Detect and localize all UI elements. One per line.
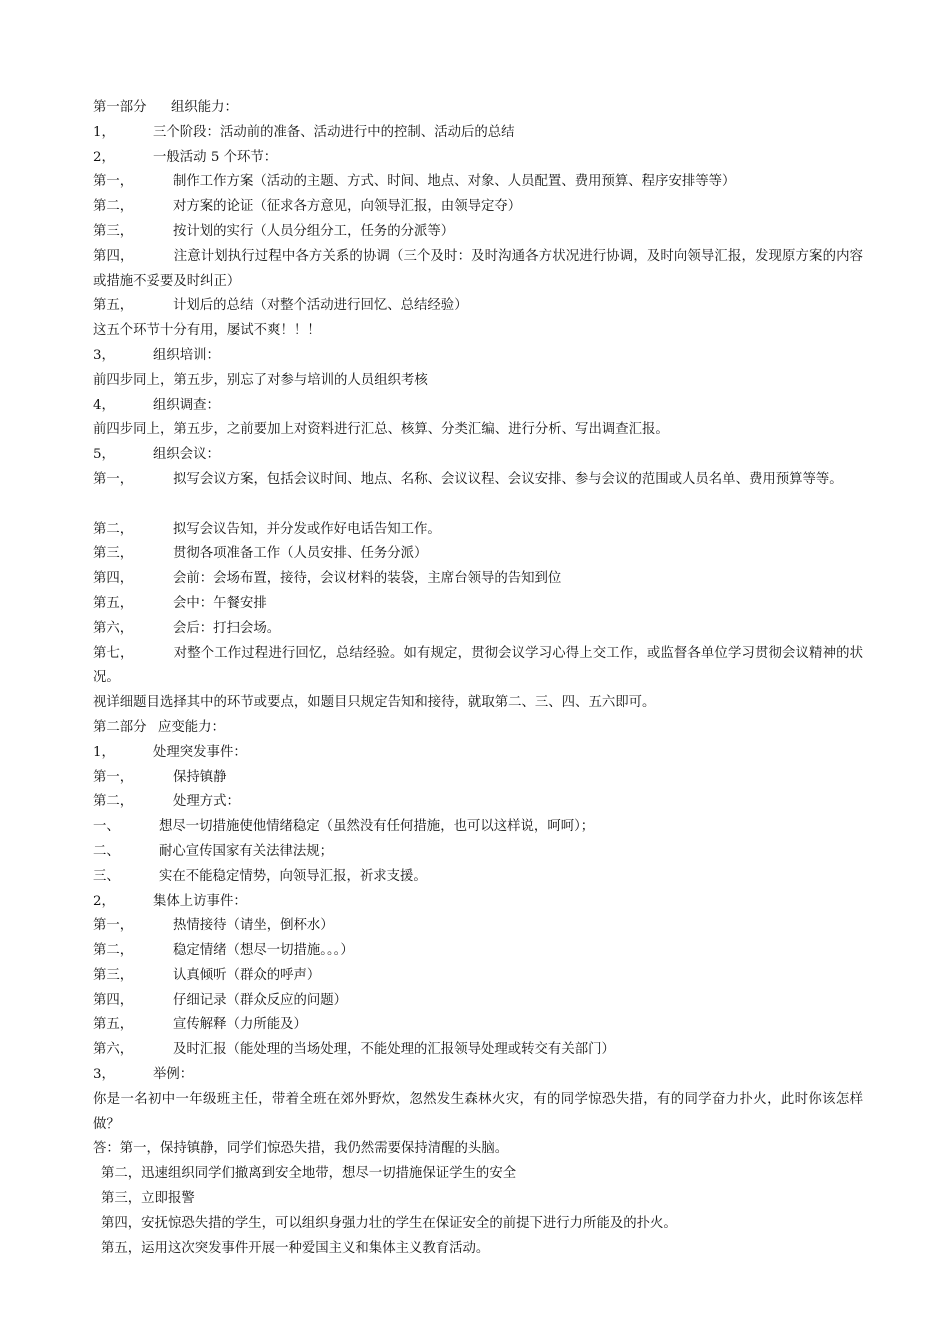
line-label: 第二， [93,521,134,537]
text-line [93,294,863,319]
line-label: 3， [93,347,115,363]
line-text: 拟写会议告知，并分发或作好电话告知工作。 [173,521,441,537]
line-label: 第二， [93,199,134,215]
line-text: 三个阶段：活动前的准备、活动进行中的控制、活动后的总结 [153,124,515,140]
line-text: 应变能力： [158,719,225,735]
line-text: 保持镇静 [173,769,227,785]
text-line [93,1237,863,1262]
text-line [93,741,863,766]
line-text: 会前：会场布置，接待，会议材料的装袋，主席台领导的告知到位 [173,571,562,587]
text-line [93,394,863,419]
text-line [93,989,863,1014]
text-line [93,418,863,443]
text-line [93,716,863,741]
text-line [93,245,863,295]
text-line [93,939,863,964]
line-label: 第二， [93,943,134,959]
line-text: 第二，迅速组织同学们撤离到安全地带，想尽一切措施保证学生的安全 [101,1166,517,1182]
text-line [93,914,863,939]
line-text: 组织会议： [153,447,220,463]
line-text: 耐心宣传国家有关法律法规； [159,843,334,859]
text-line [93,369,863,394]
line-text: 对方案的论证（征求各方意见，向领导汇报，由领导定夺） [173,199,522,215]
line-label: 4， [93,397,115,413]
text-line [93,890,863,915]
line-text: 前四步同上，第五步，别忘了对参与培训的人员组织考核 [93,372,428,388]
line-label: 一、 [93,819,120,835]
line-text: 举例： [153,1067,194,1083]
line-text: 制作工作方案（活动的主题、方式、时间、地点、对象、人员配置、费用预算、程序安排等等） [173,174,736,190]
text-line [93,220,863,245]
line-label: 二、 [93,843,120,859]
line-text: 一般活动 5 个环节： [153,149,278,165]
line-text: 会中：午餐安排 [173,595,267,611]
line-label: 1， [93,744,115,760]
line-label: 三、 [93,868,120,884]
text-line [93,518,863,543]
text-line [93,567,863,592]
text-line [93,146,863,171]
text-line [93,617,863,642]
line-label: 第四， [93,248,134,264]
text-line [93,1013,863,1038]
text-line [93,766,863,791]
line-text: 想尽一切措施使他情绪稳定（虽然没有任何措施，也可以这样说，呵呵）； [159,819,595,835]
text-line [93,542,863,567]
line-text: 稳定情绪（想尽一切措施。。。） [173,943,354,959]
line-text: 集体上访事件： [153,893,247,909]
line-label: 第一部分 [93,100,147,115]
text-line [93,1137,863,1162]
line-label: 第五， [93,298,134,314]
line-label: 第一， [93,918,134,934]
line-text: 组织能力： [171,100,238,115]
line-label: 3， [93,1067,115,1083]
line-text: 第三，立即报警 [101,1191,195,1207]
text-line [93,691,863,716]
line-text: 贯彻各项准备工作（人员安排、任务分派） [173,546,428,562]
text-line [93,1162,863,1187]
line-label: 第二， [93,794,134,810]
line-text: 你是一名初中一年级班主任，带着全班在郊外野炊，忽然发生森林火灾，有的同学惊恐失措，有的同学奋力扑火，此时你该怎样做？ [93,1091,863,1132]
document-body [93,96,863,1261]
line-text: 实在不能稳定情势，向领导汇报，祈求支援。 [159,868,427,884]
line-text: 仔细记录（群众反应的问题） [173,992,348,1008]
line-text: 处理突发事件： [153,744,247,760]
line-label: 第一， [93,174,134,190]
line-text: 答：第一，保持镇静，同学们惊恐失措，我仍然需要保持清醒的头脑。 [93,1141,509,1157]
text-line [93,964,863,989]
line-text: 组织调查： [153,397,220,413]
line-text: 第五，运用这次突发事件开展一种爱国主义和集体主义教育活动。 [101,1240,490,1256]
line-label: 2， [93,893,115,909]
line-text: 对整个工作过程进行回忆，总结经验。如有规定，贯彻会议学习心得上交工作，或监督各单位学习贯彻会议精神的状况。 [93,645,864,686]
line-text: 会后：打扫会场。 [173,620,281,636]
line-text: 及时汇报（能处理的当场处理，不能处理的汇报领导处理或转交有关部门） [173,1042,615,1058]
line-text: 宣传解释（力所能及） [173,1017,307,1033]
text-line [93,592,863,617]
line-text: 拟写会议方案，包括会议时间、地点、名称、会议议程、会议安排、参与会议的范围或人员名单、费用预算等等。 [173,471,843,487]
line-label: 第二部分 [93,719,147,735]
line-label: 1， [93,124,115,140]
text-line [93,1212,863,1237]
line-label: 第一， [93,769,134,785]
text-line [93,1187,863,1212]
line-text: 这五个环节十分有用，屡试不爽！！！ [93,323,321,339]
line-text: 计划后的总结（对整个活动进行回忆、总结经验） [173,298,468,314]
line-text: 组织培训： [153,347,220,363]
line-label: 5， [93,447,115,463]
text-line [93,96,863,121]
line-label: 第四， [93,992,134,1008]
text-line [93,790,863,815]
line-label: 2， [93,149,115,165]
text-line [93,468,863,518]
line-label: 第四， [93,571,134,587]
text-line [93,642,863,692]
text-line [93,815,863,840]
line-text: 第四，安抚惊恐失措的学生，可以组织身强力壮的学生在保证安全的前提下进行力所能及的扑火。 [101,1215,677,1231]
line-label: 第三， [93,967,134,983]
line-text: 按计划的实行（人员分组分工，任务的分派等） [173,223,455,239]
text-line [93,319,863,344]
text-line [93,344,863,369]
line-label: 第三， [93,223,134,239]
line-text: 视详细题目选择其中的环节或要点，如题目只规定告知和接待，就取第二、三、四、五六即可。 [93,695,656,711]
text-line [93,840,863,865]
line-text: 前四步同上，第五步，之前要加上对资料进行汇总、核算、分类汇编、进行分析、写出调查汇报。 [93,422,669,438]
line-label: 第六， [93,620,134,636]
text-line [93,865,863,890]
line-label: 第五， [93,595,134,611]
line-label: 第三， [93,546,134,562]
text-line [93,1038,863,1063]
line-label: 第一， [93,471,134,487]
text-line [93,443,863,468]
text-line [93,195,863,220]
line-text: 注意计划执行过程中各方关系的协调（三个及时：及时沟通各方状况进行协调，及时向领导汇报，发现原方案的内容或措施不妥要及时纠正） [93,248,864,289]
line-label: 第六， [93,1042,134,1058]
line-label: 第七， [93,645,134,661]
line-text: 处理方式： [173,794,240,810]
text-line [93,121,863,146]
text-line [93,1063,863,1088]
line-text: 热情接待（请坐，倒杯水） [173,918,334,934]
line-label: 第五， [93,1017,134,1033]
line-text: 认真倾听（群众的呼声） [173,967,321,983]
text-line [93,1088,863,1138]
text-line [93,170,863,195]
